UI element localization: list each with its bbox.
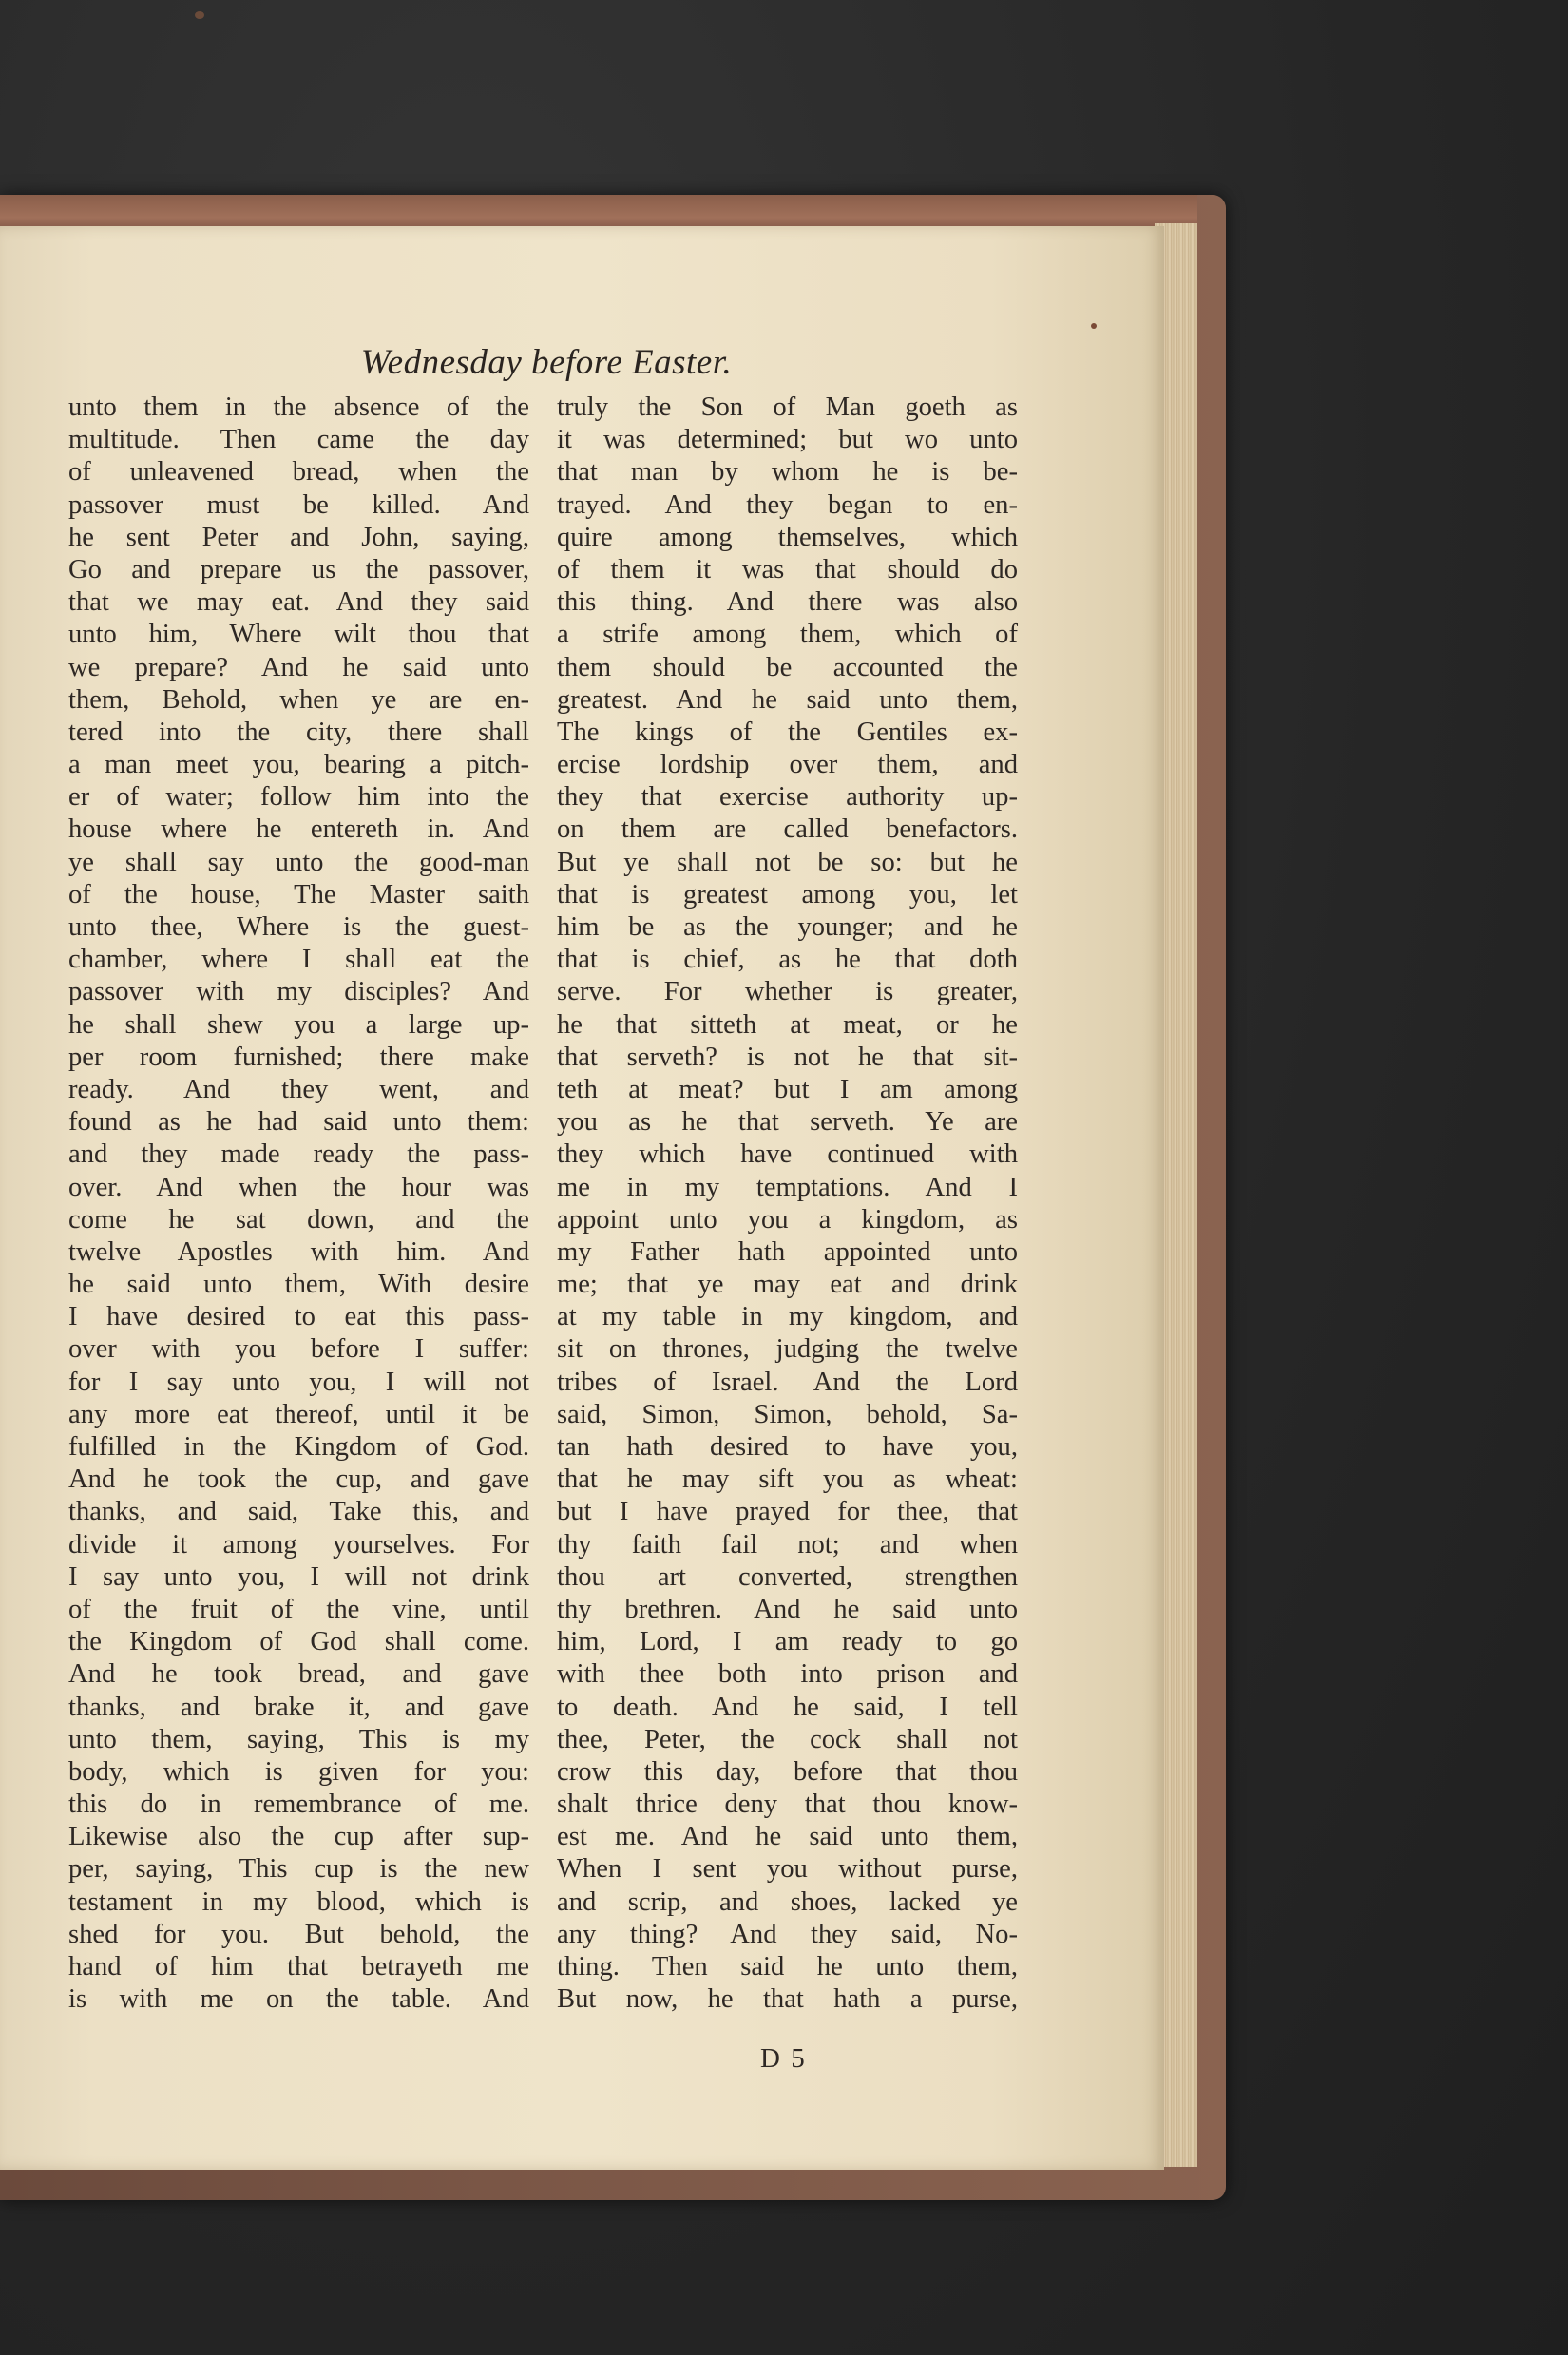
text-line: per room furnished; there make <box>68 1042 529 1072</box>
text-line: of them it was that should do <box>557 554 1018 584</box>
text-line: I have desired to eat this pass- <box>68 1302 529 1332</box>
text-line: he said unto them, With desire <box>68 1270 529 1300</box>
text-line: them should be accounted the <box>557 652 1018 682</box>
text-line: divide it among yourselves. For <box>68 1529 529 1560</box>
text-line: a strife among them, which of <box>557 620 1018 650</box>
text-line: ye shall say unto the good-man <box>68 847 529 877</box>
text-line: hand of him that betrayeth me <box>68 1952 529 1982</box>
text-line: er of water; follow him into the <box>68 782 529 813</box>
text-line: on them are called benefactors. <box>557 814 1018 845</box>
text-line: any more eat thereof, until it be <box>68 1399 529 1429</box>
text-line: greatest. And he said unto them, <box>557 684 1018 715</box>
text-line: sit on thrones, judging the twelve <box>557 1334 1018 1365</box>
text-line: that is chief, as he that doth <box>557 945 1018 975</box>
text-line: a man meet you, bearing a pitch- <box>68 750 529 780</box>
text-line: trayed. And they began to en- <box>557 489 1018 520</box>
signature-mark: D 5 <box>760 2043 807 2074</box>
text-line: When I sent you without purse, <box>557 1854 1018 1885</box>
text-line: Likewise also the cup after sup- <box>68 1822 529 1852</box>
text-line: over. And when the hour was <box>68 1172 529 1202</box>
text-line: he shall shew you a large up- <box>68 1009 529 1040</box>
text-line: thy brethren. And he said unto <box>557 1594 1018 1624</box>
text-line: him, Lord, I am ready to go <box>557 1627 1018 1657</box>
text-line: But now, he that hath a purse, <box>557 1984 1018 2015</box>
text-line: passover must be killed. And <box>68 489 529 520</box>
text-line: multitude. Then came the day <box>68 425 529 455</box>
text-line: quire among themselves, which <box>557 522 1018 552</box>
text-line: passover with my disciples? And <box>68 977 529 1007</box>
text-line: thing. Then said he unto them, <box>557 1952 1018 1982</box>
text-line: appoint unto you a kingdom, as <box>557 1204 1018 1235</box>
text-line: that is greatest among you, let <box>557 879 1018 909</box>
text-line: him be as the younger; and he <box>557 912 1018 942</box>
foxing-spot <box>1091 323 1097 329</box>
running-header: Wednesday before Easter. <box>360 343 733 382</box>
text-line: that we may eat. And they said <box>68 587 529 618</box>
text-line: I say unto you, I will not drink <box>68 1561 529 1592</box>
text-line: but I have prayed for thee, that <box>557 1497 1018 1527</box>
text-line: of the house, The Master saith <box>68 879 529 909</box>
text-line: they which have continued with <box>557 1139 1018 1170</box>
text-line: body, which is given for you: <box>68 1756 529 1787</box>
text-line: my Father hath appointed unto <box>557 1236 1018 1267</box>
text-line: me in my temptations. And I <box>557 1172 1018 1202</box>
text-line: at my table in my kingdom, and <box>557 1302 1018 1332</box>
text-line: is with me on the table. And <box>68 1984 529 2015</box>
text-line: est me. And he said unto them, <box>557 1822 1018 1852</box>
text-line: and they made ready the pass- <box>68 1139 529 1170</box>
text-line: unto them, saying, This is my <box>68 1724 529 1754</box>
text-line: said, Simon, Simon, behold, Sa- <box>557 1399 1018 1429</box>
text-line: to death. And he said, I tell <box>557 1692 1018 1722</box>
text-line: found as he had said unto them: <box>68 1107 529 1138</box>
text-line: over with you before I suffer: <box>68 1334 529 1365</box>
text-line: you as he that serveth. Ye are <box>557 1107 1018 1138</box>
text-line: tan hath desired to have you, <box>557 1432 1018 1462</box>
text-line: serve. For whether is greater, <box>557 977 1018 1007</box>
text-line: this do in remembrance of me. <box>68 1790 529 1820</box>
text-line: unto thee, Where is the guest- <box>68 912 529 942</box>
text-line: testament in my blood, which is <box>68 1886 529 1917</box>
text-line: he that sitteth at meat, or he <box>557 1009 1018 1040</box>
text-line: truly the Son of Man goeth as <box>557 392 1018 422</box>
text-column-left <box>68 392 529 2016</box>
text-line: that man by whom he is be- <box>557 457 1018 488</box>
text-line: thanks, and brake it, and gave <box>68 1692 529 1722</box>
text-line: the Kingdom of God shall come. <box>68 1627 529 1657</box>
text-line: for I say unto you, I will not <box>68 1367 529 1397</box>
text-line: The kings of the Gentiles ex- <box>557 717 1018 747</box>
text-line: house where he entereth in. And <box>68 814 529 845</box>
text-line: we prepare? And he said unto <box>68 652 529 682</box>
text-line: But ye shall not be so: but he <box>557 847 1018 877</box>
text-line: and scrip, and shoes, lacked ye <box>557 1886 1018 1917</box>
text-line: of unleavened bread, when the <box>68 457 529 488</box>
text-line: me; that ye may eat and drink <box>557 1270 1018 1300</box>
text-line: per, saying, This cup is the new <box>68 1854 529 1885</box>
text-line: with thee both into prison and <box>557 1659 1018 1690</box>
text-line: come he sat down, and the <box>68 1204 529 1235</box>
dust-speck <box>195 11 204 19</box>
text-line: thy faith fail not; and when <box>557 1529 1018 1560</box>
text-line: he sent Peter and John, saying, <box>68 522 529 552</box>
text-line: of the fruit of the vine, until <box>68 1594 529 1624</box>
text-line: teth at meat? but I am among <box>557 1074 1018 1104</box>
text-line: And he took bread, and gave <box>68 1659 529 1690</box>
text-line: it was determined; but wo unto <box>557 425 1018 455</box>
text-line: that serveth? is not he that sit- <box>557 1042 1018 1072</box>
text-line: that he may sift you as wheat: <box>557 1465 1018 1495</box>
text-column-right <box>557 392 1018 2016</box>
text-line: tered into the city, there shall <box>68 717 529 747</box>
text-line: ercise lordship over them, and <box>557 750 1018 780</box>
text-line: shed for you. But behold, the <box>68 1919 529 1949</box>
text-line: they that exercise authority up- <box>557 782 1018 813</box>
text-line: any thing? And they said, No- <box>557 1919 1018 1949</box>
text-line: chamber, where I shall eat the <box>68 945 529 975</box>
text-line: this thing. And there was also <box>557 587 1018 618</box>
text-line: thanks, and said, Take this, and <box>68 1497 529 1527</box>
text-line: them, Behold, when ye are en- <box>68 684 529 715</box>
text-line: unto them in the absence of the <box>68 392 529 422</box>
text-line: thou art converted, strengthen <box>557 1561 1018 1592</box>
text-line: thee, Peter, the cock shall not <box>557 1724 1018 1754</box>
text-line: crow this day, before that thou <box>557 1756 1018 1787</box>
text-line: fulfilled in the Kingdom of God. <box>68 1432 529 1462</box>
text-line: twelve Apostles with him. And <box>68 1236 529 1267</box>
text-line: unto him, Where wilt thou that <box>68 620 529 650</box>
text-line: And he took the cup, and gave <box>68 1465 529 1495</box>
text-line: Go and prepare us the passover, <box>68 554 529 584</box>
text-line: tribes of Israel. And the Lord <box>557 1367 1018 1397</box>
text-line: shalt thrice deny that thou know- <box>557 1790 1018 1820</box>
text-line: ready. And they went, and <box>68 1074 529 1104</box>
